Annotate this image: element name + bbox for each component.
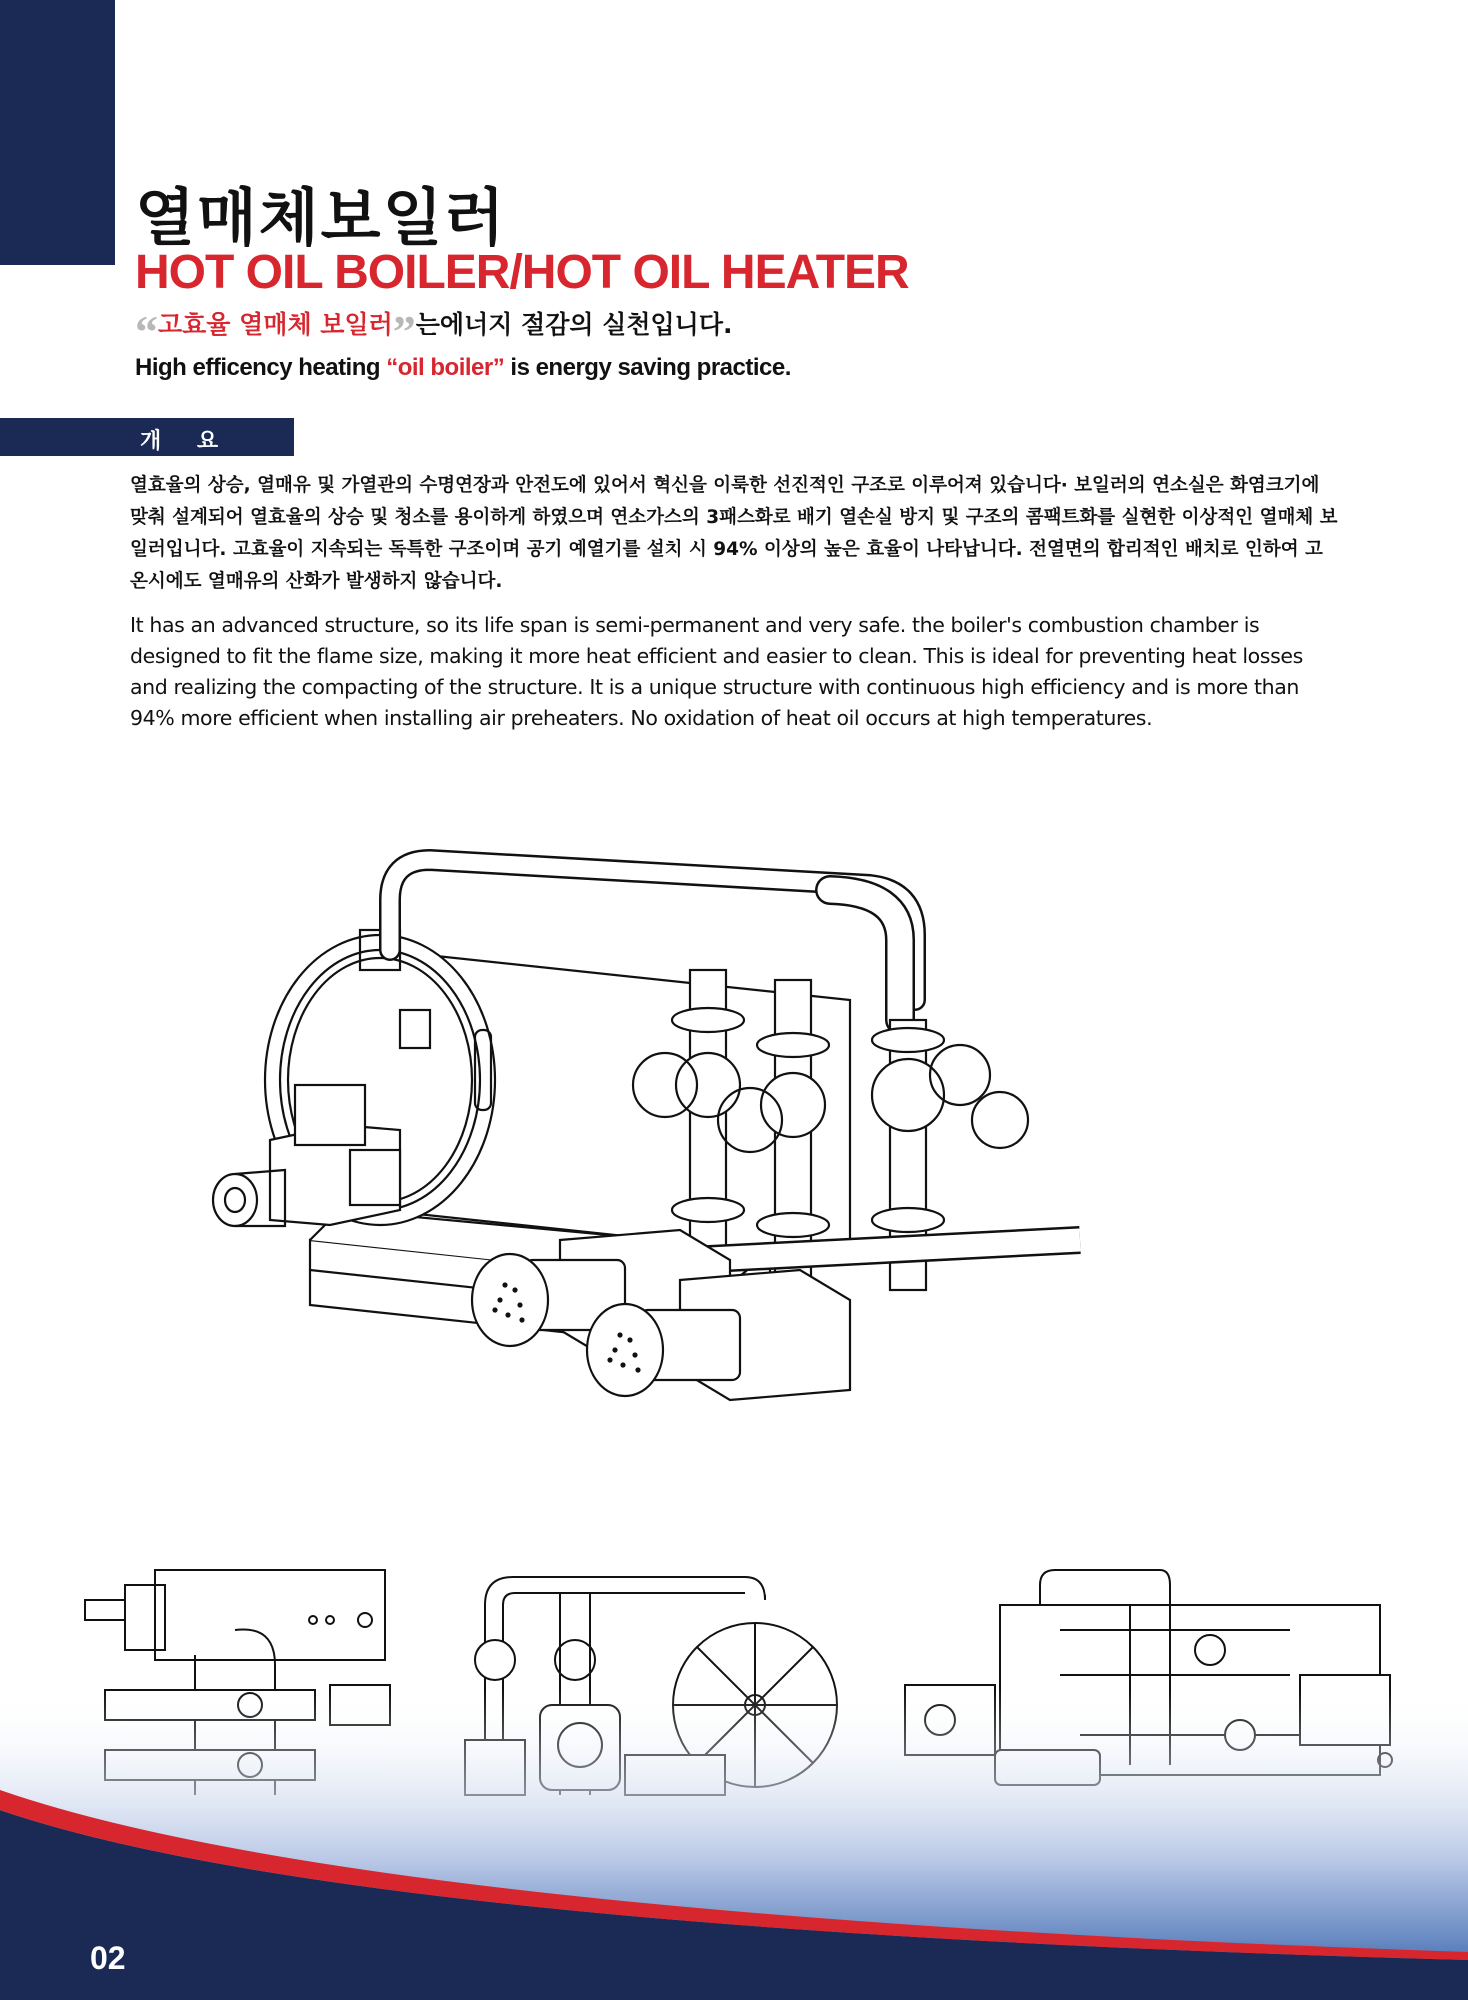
overview-english-text: It has an advanced structure, so its life span is semi-permanent and very safe. the boiler's combustion chamber is designed to fit the flame size, making it more heat efficient and easier to clean. This is ideal for preventing heat losses and realizing the compacting of the structure. It is a unique structure with continuous high efficiency and is more than 94% more efficient when installing air preheaters. No oxidation of heat oil occurs at high temperatures. bbox=[130, 613, 1303, 730]
section-header-bar bbox=[0, 418, 294, 456]
footer-wave-background bbox=[0, 1690, 1468, 2000]
close-quote-mark: ” bbox=[392, 306, 416, 357]
tagline-english bbox=[135, 354, 791, 382]
page-number: 02 bbox=[90, 1940, 126, 1976]
open-quote-mark: “ bbox=[135, 306, 158, 357]
tagline-en-highlight: “oil boiler” bbox=[386, 354, 505, 381]
tagline-highlight: 고효율 열매체 보일러 bbox=[158, 310, 393, 339]
tagline-en-suffix: is energy saving practice. bbox=[504, 354, 791, 381]
main-boiler-illustration bbox=[210, 830, 1270, 1480]
page-title-english: HOT OIL BOILER/HOT OIL HEATER bbox=[135, 246, 909, 299]
tagline-rest: 는에너지 절감의 실천입니다. bbox=[415, 310, 733, 339]
tagline-korean bbox=[135, 305, 732, 358]
overview-korean-text: 열효율의 상승, 열매유 및 가열관의 수명연장과 안전도에 있어서 혁신을 이룩한 선진적인 구조로 이루어져 있습니다· 보일러의 연소실은 화염크기에 맞춰 설계되어 열효율의 상승 및 청소를 용이하게 하였으며 연소가스의 3패스화로 배기 열손실 방지 및 구조의 콤팩트화를 실현한 이상적인 열매체 보일러입니다. 고효율이 지속되는 독특한 구조이며 공기 예열기를 설치 시 94% 이상의 높은 효율이 나타납니다. 전열면의 합리적인 배치로 인하여 고온시에도 열매유의 산화가 발생하지 않습니다. bbox=[130, 475, 1338, 592]
page-title-korean: 열매체보일러 bbox=[135, 181, 507, 254]
section-label: 개 요 bbox=[140, 429, 233, 454]
corner-accent-block bbox=[0, 0, 115, 265]
tagline-en-prefix: High efficency heating bbox=[135, 354, 387, 381]
